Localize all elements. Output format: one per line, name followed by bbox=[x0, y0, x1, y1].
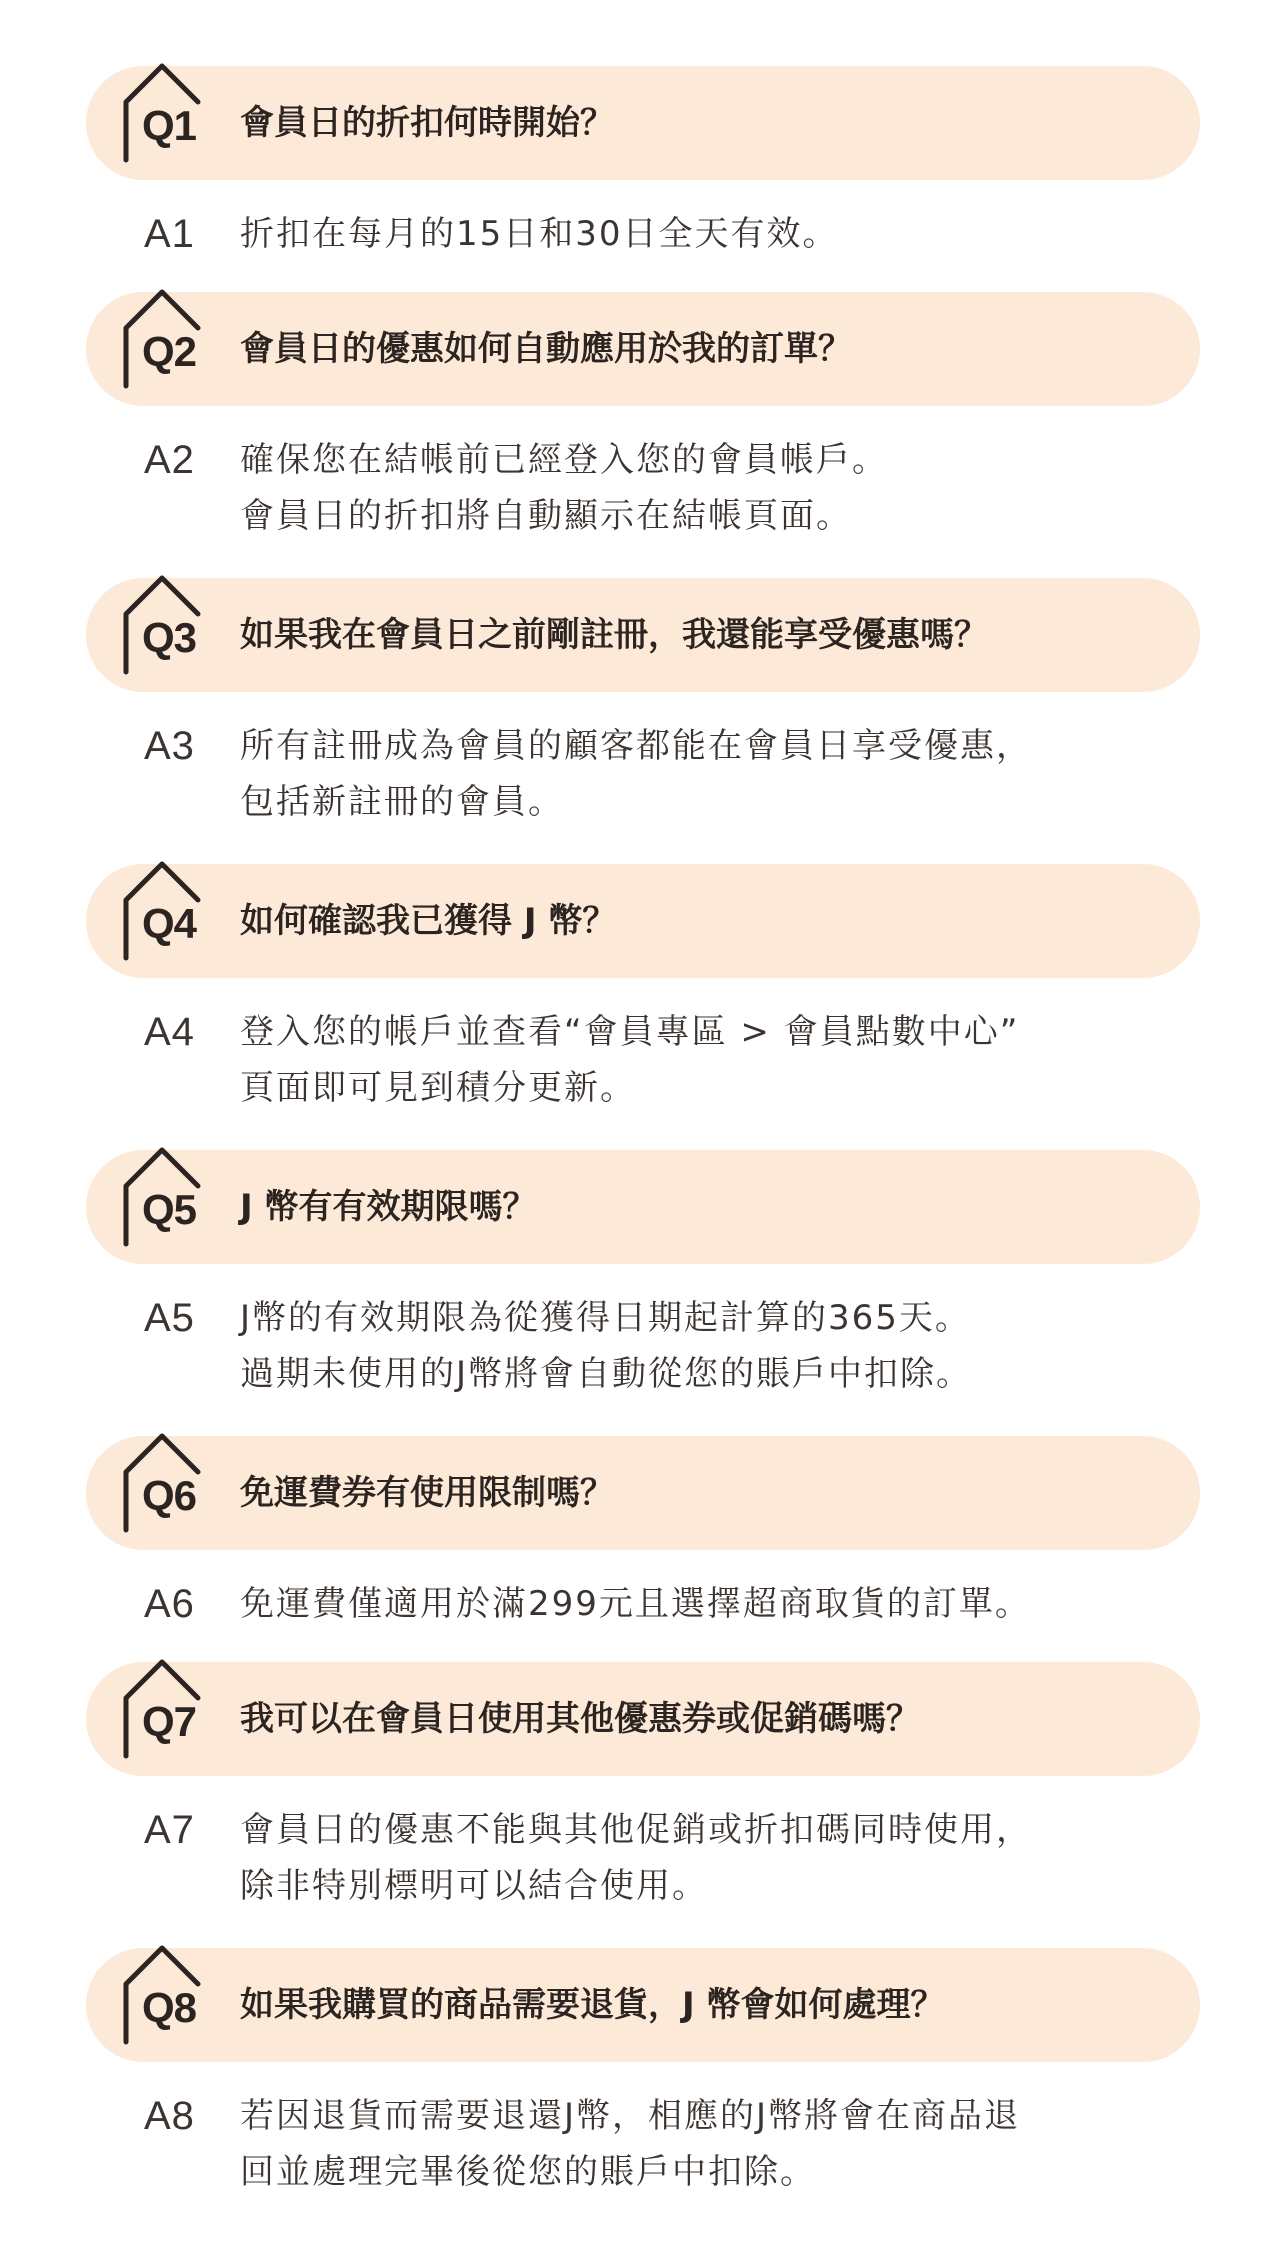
answer-line: 折扣在每月的15日和30日全天有效。 bbox=[240, 214, 839, 254]
answer-number: A5 bbox=[144, 1296, 195, 1340]
question-number: Q8 bbox=[142, 1984, 197, 2031]
question-text: 免運費券有使用限制嗎？ bbox=[240, 1473, 614, 1513]
house-icon bbox=[116, 62, 212, 167]
question-text: J 幣有有效期限嗎？ bbox=[240, 1187, 537, 1227]
question-number: Q3 bbox=[142, 614, 197, 661]
answer-number: A3 bbox=[144, 724, 195, 768]
question-number: Q1 bbox=[142, 102, 197, 149]
answer-number: A2 bbox=[144, 438, 195, 482]
answer-line: 頁面即可見到積分更新。 bbox=[240, 1068, 636, 1108]
question-text: 如何確認我已獲得 J 幣？ bbox=[240, 901, 617, 941]
answer-number: A6 bbox=[144, 1582, 195, 1626]
answer-line: 會員日的折扣將自動顯示在結帳頁面。 bbox=[240, 496, 852, 536]
question-text: 會員日的折扣何時開始？ bbox=[240, 103, 614, 143]
question-number: Q6 bbox=[142, 1472, 197, 1519]
house-icon bbox=[116, 1658, 212, 1763]
answer-text bbox=[240, 432, 1160, 544]
answer-line: 包括新註冊的會員。 bbox=[240, 782, 564, 822]
answer-line: 會員日的優惠不能與其他促銷或折扣碼同時使用， bbox=[240, 1810, 1032, 1850]
answer-line: 免運費僅適用於滿299元且選擇超商取貨的訂單。 bbox=[240, 1584, 1031, 1624]
answer-text bbox=[240, 206, 1160, 262]
answer-line: 若因退貨而需要退還J幣，相應的J幣將會在商品退 bbox=[240, 2096, 1021, 2136]
question-number: Q4 bbox=[142, 900, 197, 947]
question-number: Q5 bbox=[142, 1186, 197, 1233]
answer-number: A8 bbox=[144, 2094, 195, 2138]
answer-text bbox=[240, 1802, 1160, 1914]
answer-line: 登入您的帳戶並查看“會員專區 > 會員點數中心” bbox=[240, 1012, 1020, 1052]
answer-line: 所有註冊成為會員的顧客都能在會員日享受優惠， bbox=[240, 726, 1032, 766]
answer-line: 過期未使用的J幣將會自動從您的賬戶中扣除。 bbox=[240, 1354, 973, 1394]
house-icon bbox=[116, 574, 212, 679]
answer-text bbox=[240, 1290, 1160, 1402]
question-number: Q2 bbox=[142, 328, 197, 375]
house-icon bbox=[116, 860, 212, 965]
answer-line: 確保您在結帳前已經登入您的會員帳戶。 bbox=[240, 440, 888, 480]
answer-text bbox=[240, 718, 1160, 830]
answer-number: A1 bbox=[144, 212, 195, 256]
answer-text bbox=[240, 2088, 1160, 2200]
answer-line: 除非特別標明可以結合使用。 bbox=[240, 1866, 708, 1906]
answer-number: A4 bbox=[144, 1010, 195, 1054]
answer-text bbox=[240, 1576, 1160, 1632]
answer-number: A7 bbox=[144, 1808, 195, 1852]
answer-line: J幣的有效期限為從獲得日期起計算的365天。 bbox=[240, 1298, 971, 1338]
question-text: 我可以在會員日使用其他優惠券或促銷碼嗎？ bbox=[240, 1699, 920, 1739]
question-number: Q7 bbox=[142, 1698, 197, 1745]
answer-line: 回並處理完畢後從您的賬戶中扣除。 bbox=[240, 2152, 816, 2192]
house-icon bbox=[116, 1432, 212, 1537]
question-text: 如果我在會員日之前剛註冊，我還能享受優惠嗎？ bbox=[240, 615, 988, 655]
question-text: 如果我購買的商品需要退貨，J 幣會如何處理？ bbox=[240, 1985, 945, 2025]
question-text: 會員日的優惠如何自動應用於我的訂單？ bbox=[240, 329, 852, 369]
house-icon bbox=[116, 288, 212, 393]
house-icon bbox=[116, 1944, 212, 2049]
house-icon bbox=[116, 1146, 212, 1251]
answer-text bbox=[240, 1004, 1160, 1116]
